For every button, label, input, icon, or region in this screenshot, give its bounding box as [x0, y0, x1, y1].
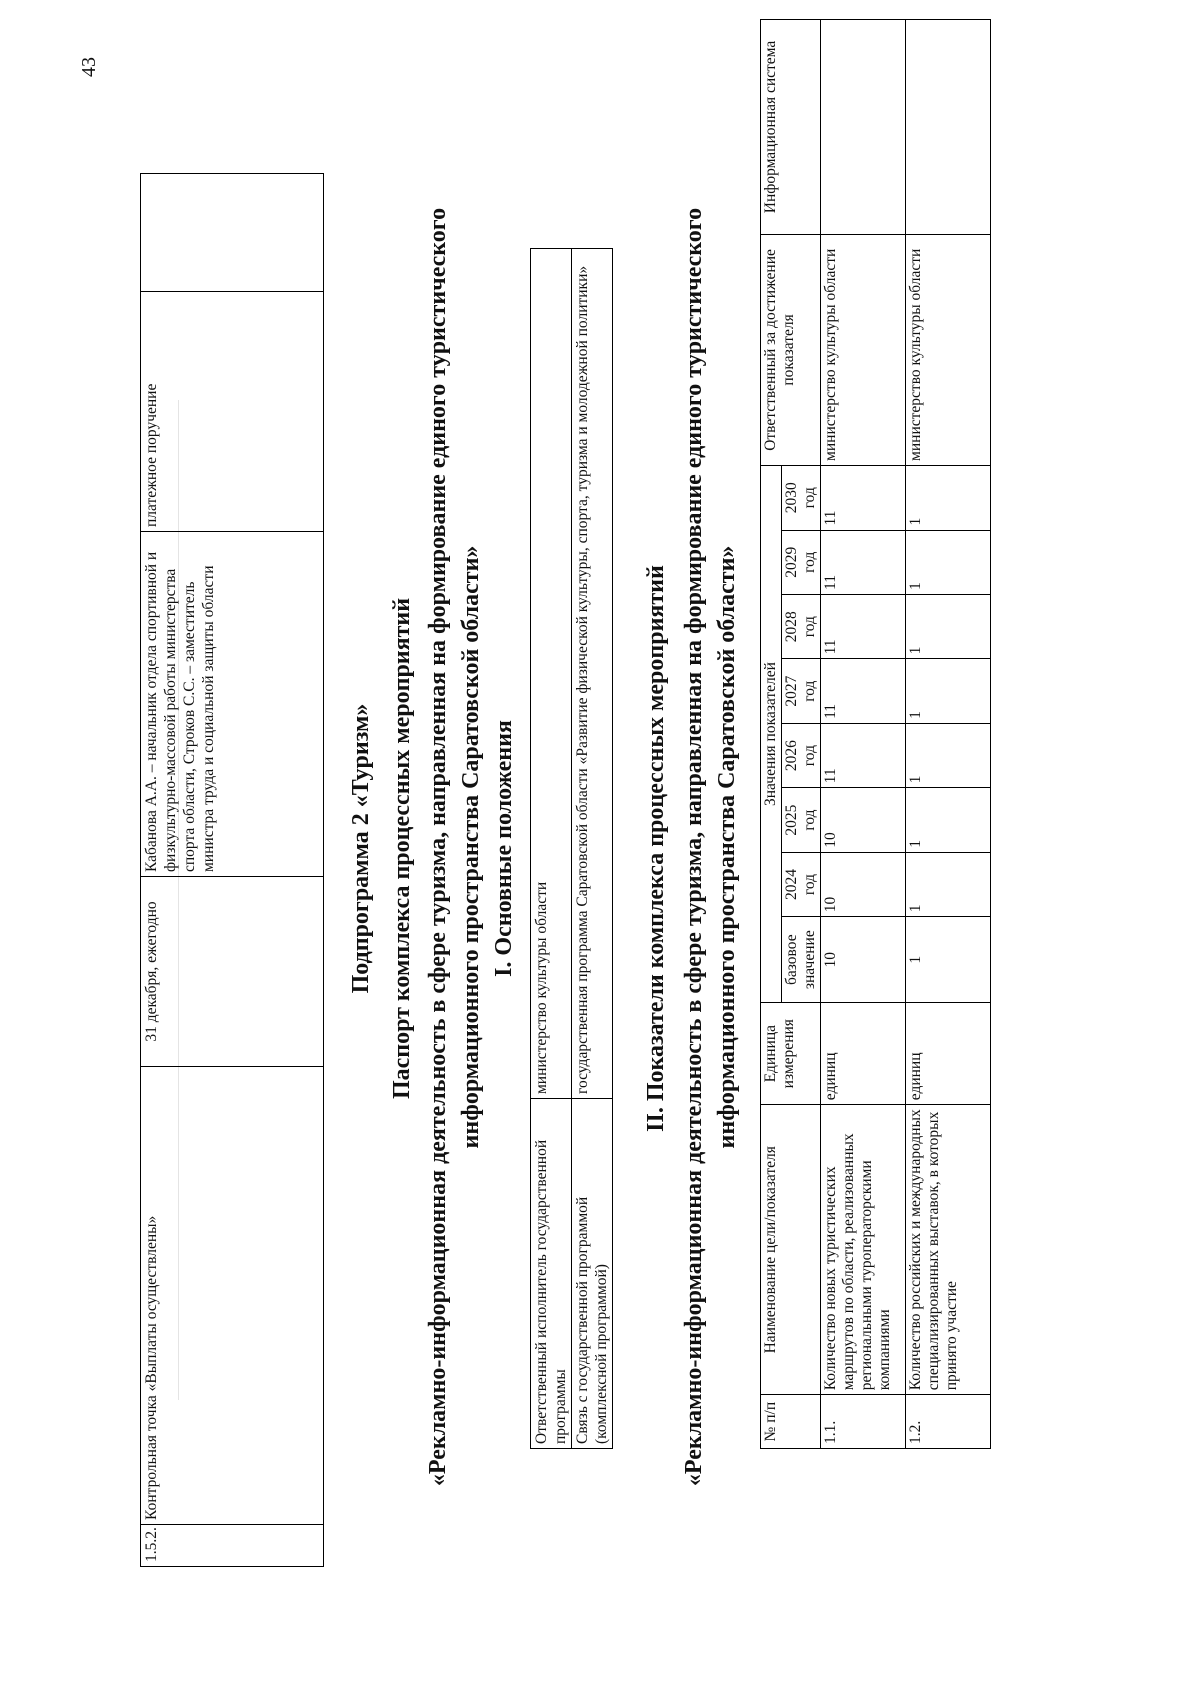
col-year-header: 2029 год — [782, 530, 821, 594]
base-value: 1 — [906, 917, 991, 1003]
section-1-heading: I. Основные положения — [491, 720, 517, 977]
year-value: 1 — [906, 723, 991, 787]
year-value: 1 — [906, 659, 991, 723]
table-row — [572, 249, 613, 1449]
complex-name-heading: «Рекламно-информационная деятельность в сфере туризма, направленная на формирование единого туристического информационного пространства Саратовской области» — [425, 207, 484, 1487]
table-row — [906, 20, 991, 1449]
col-year-header: 2030 год — [782, 465, 821, 530]
col-name-header: Наименование цели/показателя — [761, 1105, 821, 1395]
deadline-cell: 31 декабря, ежегодно — [141, 877, 324, 1067]
indicator-name: Количество новых туристических маршрутов по области, реализованных региональными туроператорскими компаниями — [821, 1105, 906, 1395]
responsible-value: министерство культуры области — [821, 234, 906, 465]
responsible-value: министерство культуры области — [906, 234, 991, 465]
control-point-table — [140, 173, 324, 1567]
year-value: 11 — [821, 465, 906, 530]
values-group-header: Значения показателей — [761, 465, 782, 1002]
section-2-heading: II. Показатели комплекса процессных мероприятий — [643, 565, 669, 1132]
year-value: 10 — [821, 788, 906, 852]
row-number: 1.5.2. — [141, 1525, 324, 1567]
table-row — [141, 174, 324, 1567]
year-value: 10 — [821, 852, 906, 916]
basic-provisions-table — [530, 248, 613, 1449]
row-number: 1.2. — [906, 1395, 991, 1449]
info-system-value — [906, 20, 991, 235]
table-row — [821, 20, 906, 1449]
year-value: 1 — [906, 788, 991, 852]
control-point-title: Контрольная точка «Выплаты осуществлены» — [141, 1067, 324, 1525]
col-info-system-header: Информационная система — [761, 20, 821, 235]
year-value: 11 — [821, 723, 906, 787]
indicator-name: Количество российских и международных специализированных выставок, в которых принято участие — [906, 1105, 991, 1395]
document-cell: платежное поручение — [141, 292, 324, 532]
col-year-header: 2028 год — [782, 594, 821, 658]
col-year-header: 2024 год — [782, 852, 821, 916]
col-num-header: № п/п — [761, 1395, 821, 1449]
col-base-header: базовое значение — [782, 917, 821, 1003]
passport-heading: Паспорт комплекса процессных мероприятий — [389, 597, 415, 1100]
provision-value: министерство культуры области — [531, 249, 572, 1099]
col-year-header: 2025 год — [782, 788, 821, 852]
year-value: 11 — [821, 594, 906, 658]
col-year-header: 2026 год — [782, 723, 821, 787]
year-value: 1 — [906, 530, 991, 594]
extra-cell — [141, 174, 324, 292]
responsible-cell: Кабанова А.А. – начальник отдела спортивной и физкультурно-массовой работы министерства спорта области, Строков С.С. – заместитель министра труда и социальной защиты области — [141, 532, 324, 877]
row-number: 1.1. — [821, 1395, 906, 1449]
year-value: 1 — [906, 594, 991, 658]
year-value: 1 — [906, 852, 991, 916]
col-unit-header: Единица измерения — [761, 1003, 821, 1105]
col-year-header: 2027 год — [782, 659, 821, 723]
indicator-unit: единиц — [906, 1003, 991, 1105]
info-system-value — [821, 20, 906, 235]
year-value: 1 — [906, 465, 991, 530]
complex-name-heading-2: «Рекламно-информационная деятельность в сфере туризма, направленная на формирование единого туристического информационного пространства Саратовской области» — [681, 207, 740, 1487]
provision-value: государственная программа Саратовской области «Развитие физической культуры, спорта, туризма и молодежной политики» — [572, 249, 613, 1099]
indicator-unit: единиц — [821, 1003, 906, 1105]
page-number: 43 — [78, 57, 100, 77]
subprogram-heading: Подпрограмма 2 «Туризм» — [348, 703, 374, 994]
provision-label: Ответственный исполнитель государственной программы — [531, 1099, 572, 1449]
indicators-table — [760, 19, 991, 1449]
year-value: 11 — [821, 530, 906, 594]
provision-label: Связь с государственной программой (комплексной программой) — [572, 1099, 613, 1449]
year-value: 11 — [821, 659, 906, 723]
table-row — [531, 249, 572, 1449]
col-responsible-header: Ответственный за достижение показателя — [761, 234, 821, 465]
base-value: 10 — [821, 917, 906, 1003]
header-row — [761, 20, 782, 1449]
